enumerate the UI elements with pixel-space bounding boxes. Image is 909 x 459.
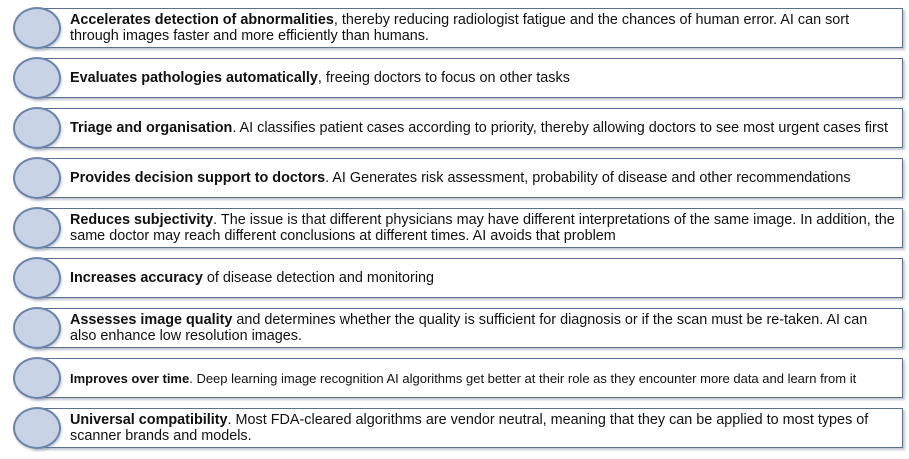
list-item	[0, 206, 909, 250]
item-description: and determines whether the quality is sufficient for diagnosis or if the scan must be re-taken. AI can also enhance low resolution images.	[70, 312, 868, 344]
item-description: . The issue is that different physicians may have different interpretations of the same image. In addition, the same doctor may reach different conclusions at different times. AI avoids that problem	[70, 212, 895, 244]
item-text	[70, 306, 895, 350]
bullet-circle-icon	[13, 257, 61, 299]
bullet-circle-icon	[13, 407, 61, 449]
item-title: Reduces subjectivity	[70, 212, 214, 228]
item-description: , freeing doctors to focus on other tasks	[317, 70, 570, 86]
list-item	[0, 306, 909, 350]
list-item	[0, 256, 909, 300]
bullet-circle-icon	[13, 107, 61, 149]
list-item	[0, 56, 909, 100]
item-text	[70, 406, 895, 450]
bullet-circle-icon	[13, 357, 61, 399]
list-item	[0, 6, 909, 50]
item-description: of disease detection and monitoring	[202, 270, 435, 286]
item-text	[70, 356, 895, 400]
list-item	[0, 106, 909, 150]
item-description: . Deep learning image recognition AI algorithms get better at their role as they encounter more data and learn from it	[189, 370, 857, 386]
item-title: Triage and organisation	[70, 120, 233, 136]
bullet-circle-icon	[13, 307, 61, 349]
list-item	[0, 356, 909, 400]
item-description: . Most FDA-cleared algorithms are vendor neutral, meaning that they can be applied to most types of scanner brands and models.	[70, 412, 869, 444]
item-title: Improves over time	[70, 370, 190, 386]
item-description: , thereby reducing radiologist fatigue and the chances of human error. AI can sort through images faster and more efficiently than humans.	[70, 12, 850, 44]
item-title: Provides decision support to doctors	[70, 170, 326, 186]
item-text	[70, 6, 895, 50]
item-title: Evaluates pathologies automatically	[70, 70, 318, 86]
item-text	[70, 256, 895, 300]
item-description: . AI classifies patient cases according to priority, thereby allowing doctors to see most urgent cases first	[232, 120, 888, 136]
item-text	[70, 106, 895, 150]
item-title: Increases accuracy	[70, 270, 203, 286]
list-item	[0, 156, 909, 200]
list-item	[0, 406, 909, 450]
item-description: . AI Generates risk assessment, probability of disease and other recommendations	[325, 170, 851, 186]
item-title: Universal compatibility	[70, 412, 228, 428]
item-text	[70, 56, 895, 100]
bullet-circle-icon	[13, 7, 61, 49]
bullet-circle-icon	[13, 157, 61, 199]
bullet-circle-icon	[13, 207, 61, 249]
item-title: Assesses image quality	[70, 312, 233, 328]
item-text	[70, 206, 895, 250]
bullet-circle-icon	[13, 57, 61, 99]
item-text	[70, 156, 895, 200]
item-title: Accelerates detection of abnormalities	[70, 12, 334, 28]
